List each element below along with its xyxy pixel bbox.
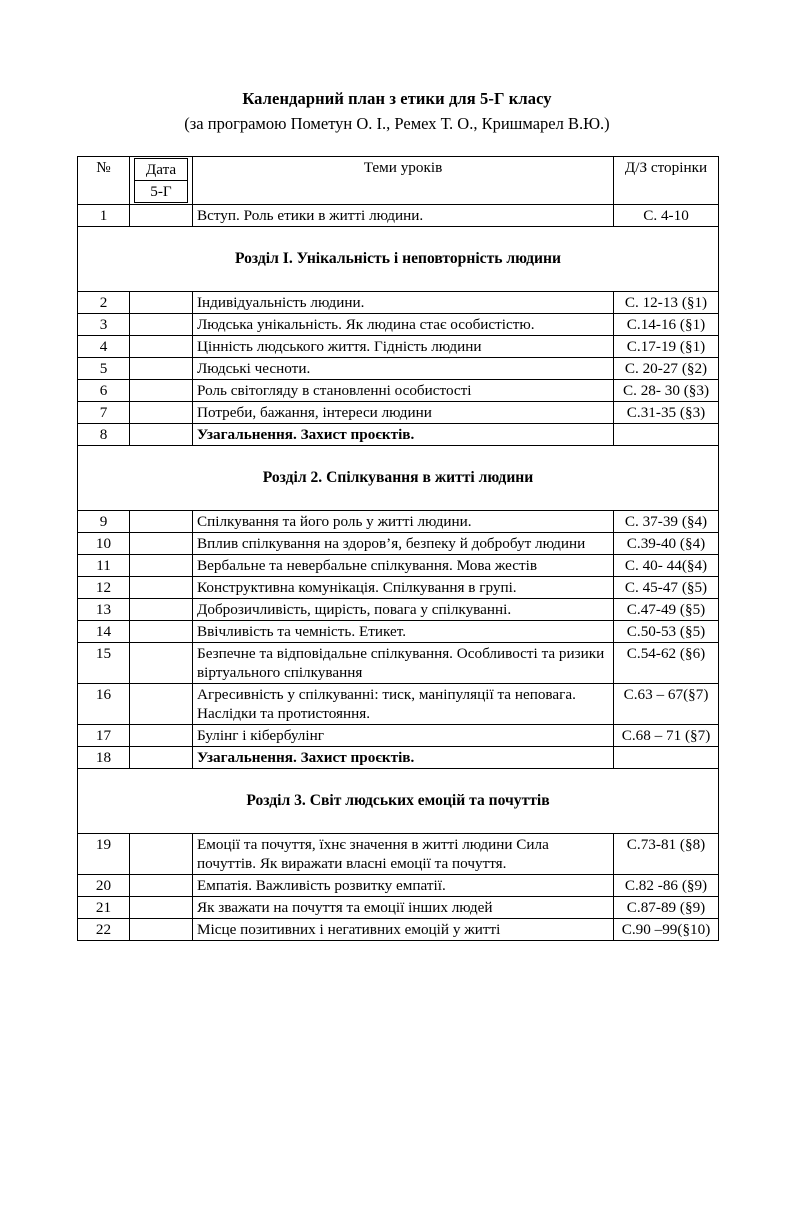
- lesson-date[interactable]: [130, 532, 193, 554]
- table-row: [78, 746, 719, 768]
- lesson-number: 17: [78, 724, 130, 746]
- lesson-theme: Конструктивна комунікація. Спілкування в групі.: [193, 576, 614, 598]
- lesson-theme: Безпечне та відповідальне спілкування. Особливості та ризики віртуального спілкування: [193, 642, 614, 683]
- column-header-date-label: Дата: [135, 158, 188, 180]
- lesson-homework: С.47-49 (§5): [614, 598, 719, 620]
- lesson-theme: Місце позитивних і негативних емоцій у житті: [193, 918, 614, 940]
- table-row: [78, 401, 719, 423]
- lesson-theme: Узагальнення. Захист проєктів.: [193, 423, 614, 445]
- lesson-homework: С.14-16 (§1): [614, 313, 719, 335]
- lesson-number: 1: [78, 204, 130, 226]
- lesson-number: 21: [78, 896, 130, 918]
- section-header-row: [78, 768, 719, 833]
- lesson-theme: Узагальнення. Захист проєктів.: [193, 746, 614, 768]
- lesson-homework: С.73-81 (§8): [614, 833, 719, 874]
- lesson-homework: С.87-89 (§9): [614, 896, 719, 918]
- lesson-theme: Вербальне та невербальне спілкування. Мова жестів: [193, 554, 614, 576]
- lesson-date[interactable]: [130, 642, 193, 683]
- table-row: [78, 532, 719, 554]
- lesson-date[interactable]: [130, 335, 193, 357]
- lesson-number: 4: [78, 335, 130, 357]
- table-row: [78, 204, 719, 226]
- lesson-homework: С.50-53 (§5): [614, 620, 719, 642]
- table-row: [78, 313, 719, 335]
- lesson-number: 7: [78, 401, 130, 423]
- lesson-date[interactable]: [130, 746, 193, 768]
- lesson-theme: Потреби, бажання, інтереси людини: [193, 401, 614, 423]
- lesson-number: 10: [78, 532, 130, 554]
- lesson-homework: [614, 746, 719, 768]
- lesson-theme: Вступ. Роль етики в житті людини.: [193, 204, 614, 226]
- lesson-number: 19: [78, 833, 130, 874]
- table-row: [78, 683, 719, 724]
- table-row: [78, 598, 719, 620]
- document-page: [0, 88, 794, 1211]
- page-title: Календарний план з етики для 5-Г класу: [242, 89, 552, 108]
- lesson-date[interactable]: [130, 401, 193, 423]
- lesson-date[interactable]: [130, 598, 193, 620]
- table-row: [78, 291, 719, 313]
- lesson-theme: Людські чесноти.: [193, 357, 614, 379]
- lesson-date[interactable]: [130, 620, 193, 642]
- table-header: [78, 156, 719, 204]
- lesson-date[interactable]: [130, 918, 193, 940]
- lesson-date[interactable]: [130, 357, 193, 379]
- lesson-theme: Ввічливість та чемність. Етикет.: [193, 620, 614, 642]
- lesson-number: 22: [78, 918, 130, 940]
- title-block: [0, 88, 794, 136]
- table-row: [78, 554, 719, 576]
- lesson-homework: С.68 – 71 (§7): [614, 724, 719, 746]
- lesson-theme: Агресивність у спілкуванні: тиск, маніпуляції та неповага. Наслідки та протистояння.: [193, 683, 614, 724]
- lesson-homework: С. 45-47 (§5): [614, 576, 719, 598]
- column-header-theme: Теми уроків: [193, 156, 614, 204]
- lesson-date[interactable]: [130, 204, 193, 226]
- lesson-theme: Емоції та почуття, їхнє значення в житті людини Сила почуттів. Як виражати власні емоції та почуття.: [193, 833, 614, 874]
- lesson-number: 3: [78, 313, 130, 335]
- table-row: [78, 576, 719, 598]
- lesson-number: 5: [78, 357, 130, 379]
- lesson-number: 16: [78, 683, 130, 724]
- lesson-date[interactable]: [130, 291, 193, 313]
- lesson-homework: С.82 -86 (§9): [614, 874, 719, 896]
- lesson-theme: Булінг і кібербулінг: [193, 724, 614, 746]
- lesson-date[interactable]: [130, 833, 193, 874]
- lesson-theme: Емпатія. Важливість розвитку емпатії.: [193, 874, 614, 896]
- section-header-row: [78, 226, 719, 291]
- lesson-theme: Цінність людського життя. Гідність людини: [193, 335, 614, 357]
- lesson-date[interactable]: [130, 554, 193, 576]
- lesson-homework: С. 12-13 (§1): [614, 291, 719, 313]
- lesson-number: 18: [78, 746, 130, 768]
- lesson-theme: Індивідуальність людини.: [193, 291, 614, 313]
- lesson-homework: С. 20-27 (§2): [614, 357, 719, 379]
- lesson-date[interactable]: [130, 874, 193, 896]
- lesson-date[interactable]: [130, 313, 193, 335]
- header-row: [78, 156, 719, 204]
- lesson-date[interactable]: [130, 576, 193, 598]
- lesson-homework: С. 40- 44(§4): [614, 554, 719, 576]
- lesson-number: 11: [78, 554, 130, 576]
- lesson-homework: С.17-19 (§1): [614, 335, 719, 357]
- lesson-homework: [614, 423, 719, 445]
- lesson-date[interactable]: [130, 724, 193, 746]
- table-row: [78, 918, 719, 940]
- table-body: [78, 204, 719, 940]
- lesson-theme: Доброзичливість, щирість, повага у спілкуванні.: [193, 598, 614, 620]
- table-row: [78, 379, 719, 401]
- table-row: [78, 335, 719, 357]
- table-row: [78, 620, 719, 642]
- column-header-date: [130, 156, 193, 204]
- table-row: [78, 510, 719, 532]
- lesson-theme: Спілкування та його роль у житті людини.: [193, 510, 614, 532]
- lesson-homework: С.39-40 (§4): [614, 532, 719, 554]
- column-header-class-label: 5-Г: [135, 180, 188, 202]
- lesson-theme: Як зважати на почуття та емоції інших людей: [193, 896, 614, 918]
- lesson-date[interactable]: [130, 896, 193, 918]
- lesson-homework: С. 28- 30 (§3): [614, 379, 719, 401]
- section-title: Розділ 2. Спілкування в житті людини: [78, 445, 719, 510]
- lesson-homework: С. 37-39 (§4): [614, 510, 719, 532]
- lesson-homework: С.90 –99(§10): [614, 918, 719, 940]
- lesson-theme: Людська унікальність. Як людина стає особистістю.: [193, 313, 614, 335]
- table-row: [78, 642, 719, 683]
- lesson-number: 6: [78, 379, 130, 401]
- lesson-homework: С. 4-10: [614, 204, 719, 226]
- lesson-number: 12: [78, 576, 130, 598]
- table-row: [78, 874, 719, 896]
- lesson-theme: Вплив спілкування на здоров’я, безпеку й добробут людини: [193, 532, 614, 554]
- column-header-number: №: [78, 156, 130, 204]
- section-title: Розділ І. Унікальність і неповторність людини: [78, 226, 719, 291]
- lesson-date[interactable]: [130, 510, 193, 532]
- table-row: [78, 833, 719, 874]
- section-title: Розділ 3. Світ людських емоцій та почуттів: [78, 768, 719, 833]
- lesson-number: 20: [78, 874, 130, 896]
- column-header-homework: Д/З сторінки: [614, 156, 719, 204]
- lesson-number: 2: [78, 291, 130, 313]
- lesson-homework: С.63 – 67(§7): [614, 683, 719, 724]
- lesson-date[interactable]: [130, 423, 193, 445]
- table-row: [78, 357, 719, 379]
- lesson-theme: Роль світогляду в становленні особистості: [193, 379, 614, 401]
- lesson-number: 14: [78, 620, 130, 642]
- lesson-number: 13: [78, 598, 130, 620]
- page-subtitle: (за програмою Пометун О. І., Ремех Т. О., Кришмарел В.Ю.): [184, 114, 610, 134]
- lesson-homework: С.54-62 (§6): [614, 642, 719, 683]
- lesson-date[interactable]: [130, 683, 193, 724]
- table-row: [78, 896, 719, 918]
- calendar-plan-table: [77, 156, 719, 941]
- lesson-homework: С.31-35 (§3): [614, 401, 719, 423]
- section-header-row: [78, 445, 719, 510]
- table-row: [78, 724, 719, 746]
- lesson-number: 9: [78, 510, 130, 532]
- lesson-number: 8: [78, 423, 130, 445]
- lesson-date[interactable]: [130, 379, 193, 401]
- lesson-number: 15: [78, 642, 130, 683]
- table-row: [78, 423, 719, 445]
